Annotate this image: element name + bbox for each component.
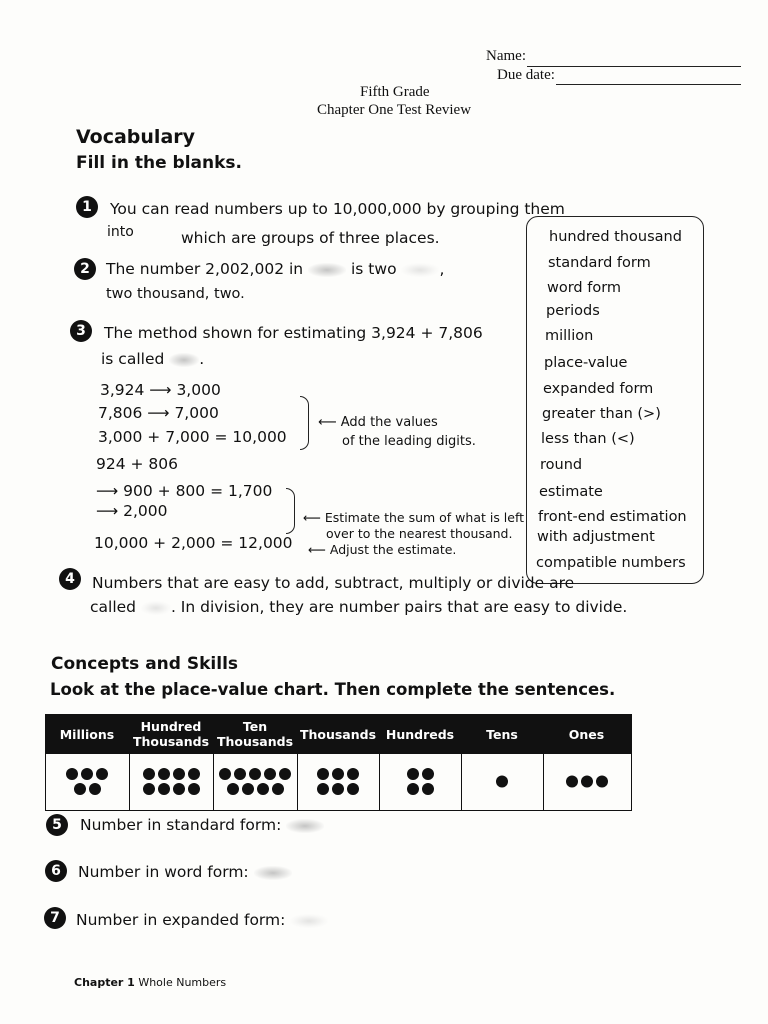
count-dot [173, 768, 185, 780]
column-header-text: Thousands [299, 726, 377, 742]
question-5-badge: 5 [46, 814, 68, 836]
count-dot [496, 776, 508, 788]
place-value-cell [214, 754, 298, 810]
count-dot [143, 783, 155, 795]
count-dot [272, 783, 284, 795]
count-dot [317, 768, 329, 780]
brace-1 [300, 396, 309, 450]
q3-line2-end: . [199, 350, 205, 368]
place-value-cell [46, 754, 130, 810]
question-4-badge: 4 [59, 568, 81, 590]
place-value-header [45, 714, 632, 754]
math-line-6: ⟶ 2,000 [96, 502, 168, 520]
place-value-cell [462, 754, 544, 810]
q7-label: Number in expanded form: [76, 911, 286, 929]
q4-line1: Numbers that are easy to add, subtract, multiply or divide are [92, 574, 575, 592]
q5-blank[interactable] [286, 819, 324, 833]
q2-blank-1[interactable] [308, 263, 346, 277]
note-add-values: ⟵ Add the values [318, 415, 438, 430]
q5-line [80, 816, 324, 834]
count-dot [422, 783, 434, 795]
word-bank-item: place-value [544, 355, 628, 371]
column-header [45, 714, 129, 754]
count-dot [332, 768, 344, 780]
count-dot [249, 768, 261, 780]
q6-label: Number in word form: [78, 863, 249, 881]
column-header-text: Ten [242, 719, 268, 734]
column-header-text: Thousands [132, 734, 210, 749]
q2-line1-end: , [439, 260, 445, 278]
count-dot [74, 783, 86, 795]
math-line-3: 3,000 + 7,000 = 10,000 [98, 428, 287, 446]
column-header-text: Tens [486, 726, 518, 742]
column-header [543, 714, 630, 754]
count-dot [257, 783, 269, 795]
count-dot [158, 768, 170, 780]
note-nearest-thousand: over to the nearest thousand. [326, 526, 513, 541]
math-line-4: 924 + 806 [96, 455, 179, 473]
note-adjust: ⟵ Adjust the estimate. [308, 542, 457, 557]
q6-line [78, 863, 292, 881]
count-dot [173, 783, 185, 795]
math-line-2: 7,806 ⟶ 7,000 [98, 404, 219, 422]
q5-label: Number in standard form: [80, 816, 282, 834]
q4-line2 [90, 598, 627, 616]
count-dot [143, 768, 155, 780]
q4-line2-start: called [90, 598, 137, 616]
count-dot [219, 768, 231, 780]
column-header [213, 714, 297, 754]
count-dot [407, 768, 419, 780]
q2-blank-2[interactable] [401, 263, 439, 277]
count-dot [242, 783, 254, 795]
count-dot [279, 768, 291, 780]
chart-instructions: Look at the place-value chart. Then complete the sentences. [50, 680, 616, 699]
question-3-badge: 3 [70, 320, 92, 342]
count-dot [581, 776, 593, 788]
page-footer [74, 976, 226, 989]
word-bank-item: word form [547, 280, 622, 296]
column-header [461, 714, 543, 754]
footer-title: Whole Numbers [138, 976, 227, 989]
column-header-text: Thousands [216, 734, 294, 749]
note-estimate-sum: ⟵ Estimate the sum of what is left [303, 510, 525, 525]
vocabulary-heading: Vocabulary [76, 126, 196, 148]
word-bank-item: front-end estimation [538, 509, 687, 525]
question-2-badge: 2 [74, 258, 96, 280]
count-dot [332, 783, 344, 795]
q3-blank[interactable] [169, 353, 199, 367]
word-bank-item: periods [546, 303, 600, 319]
count-dot [234, 768, 246, 780]
q3-line2-start: is called [101, 350, 165, 368]
grade-title: Fifth Grade [360, 84, 430, 100]
column-header [379, 714, 461, 754]
fill-blanks-heading: Fill in the blanks. [76, 153, 242, 173]
place-value-cell [298, 754, 380, 810]
q1-line2-end: which are groups of three places. [181, 229, 440, 247]
word-bank-item: greater than (>) [542, 406, 661, 422]
count-dot [89, 783, 101, 795]
footer-chapter: Chapter 1 [74, 976, 135, 989]
count-dot [264, 768, 276, 780]
count-dot [81, 768, 93, 780]
q7-line [76, 911, 328, 929]
q3-line2 [101, 350, 204, 368]
q7-blank[interactable] [290, 914, 328, 928]
place-value-cell [544, 754, 630, 810]
word-bank-item: compatible numbers [536, 555, 686, 571]
name-label: Name: [486, 48, 526, 64]
math-line-1: 3,924 ⟶ 3,000 [100, 381, 221, 399]
column-header [129, 714, 213, 754]
review-title: Chapter One Test Review [317, 102, 472, 118]
concepts-heading: Concepts and Skills [51, 654, 239, 674]
q1-line2-start: into [107, 224, 134, 240]
count-dot [317, 783, 329, 795]
word-bank-item: million [545, 328, 594, 344]
word-bank-item: hundred thousand [549, 229, 682, 245]
count-dot [96, 768, 108, 780]
question-1-badge: 1 [76, 196, 98, 218]
place-value-chart [45, 714, 632, 812]
q1-line1: You can read numbers up to 10,000,000 by grouping them [110, 200, 565, 218]
word-bank-item: standard form [548, 255, 651, 271]
word-bank-item: expanded form [543, 381, 654, 397]
word-bank-item: estimate [539, 484, 603, 500]
word-bank-item: less than (<) [541, 431, 635, 447]
column-header-text: Millions [59, 726, 115, 742]
count-dot [188, 783, 200, 795]
q2-line1-mid: is two [351, 260, 397, 278]
place-value-cell [130, 754, 214, 810]
word-bank-item: round [540, 457, 583, 473]
count-dot [566, 776, 578, 788]
count-dot [596, 776, 608, 788]
brace-2 [286, 488, 295, 534]
column-header-text: Ones [568, 726, 605, 742]
count-dot [347, 768, 359, 780]
q2-line2: two thousand, two. [106, 286, 245, 302]
q4-blank[interactable] [141, 601, 171, 615]
name-field[interactable] [527, 66, 741, 67]
word-bank-item: with adjustment [537, 529, 655, 545]
due-date-label: Due date: [497, 67, 555, 83]
note-leading-digits: of the leading digits. [342, 434, 476, 449]
count-dot [347, 783, 359, 795]
count-dot [227, 783, 239, 795]
question-7-badge: 7 [44, 907, 66, 929]
q2-line1 [106, 260, 444, 278]
q2-line1-start: The number 2,002,002 in [106, 260, 304, 278]
column-header-text: Hundreds [385, 726, 455, 742]
count-dot [422, 768, 434, 780]
count-dot [158, 783, 170, 795]
math-line-5: ⟶ 900 + 800 = 1,700 [96, 482, 273, 500]
q4-line2-end: . In division, they are number pairs that are easy to divide. [170, 598, 628, 616]
q3-line1: The method shown for estimating 3,924 + 7,806 [104, 324, 483, 342]
column-header [297, 714, 379, 754]
math-line-7: 10,000 + 2,000 = 12,000 [94, 534, 293, 552]
column-header-text: Hundred [140, 719, 202, 734]
count-dot [188, 768, 200, 780]
count-dot [66, 768, 78, 780]
place-value-cell [380, 754, 462, 810]
question-6-badge: 6 [45, 860, 67, 882]
count-dot [407, 783, 419, 795]
q6-blank[interactable] [254, 866, 292, 880]
due-date-field[interactable] [556, 84, 741, 85]
place-value-row [45, 754, 632, 811]
